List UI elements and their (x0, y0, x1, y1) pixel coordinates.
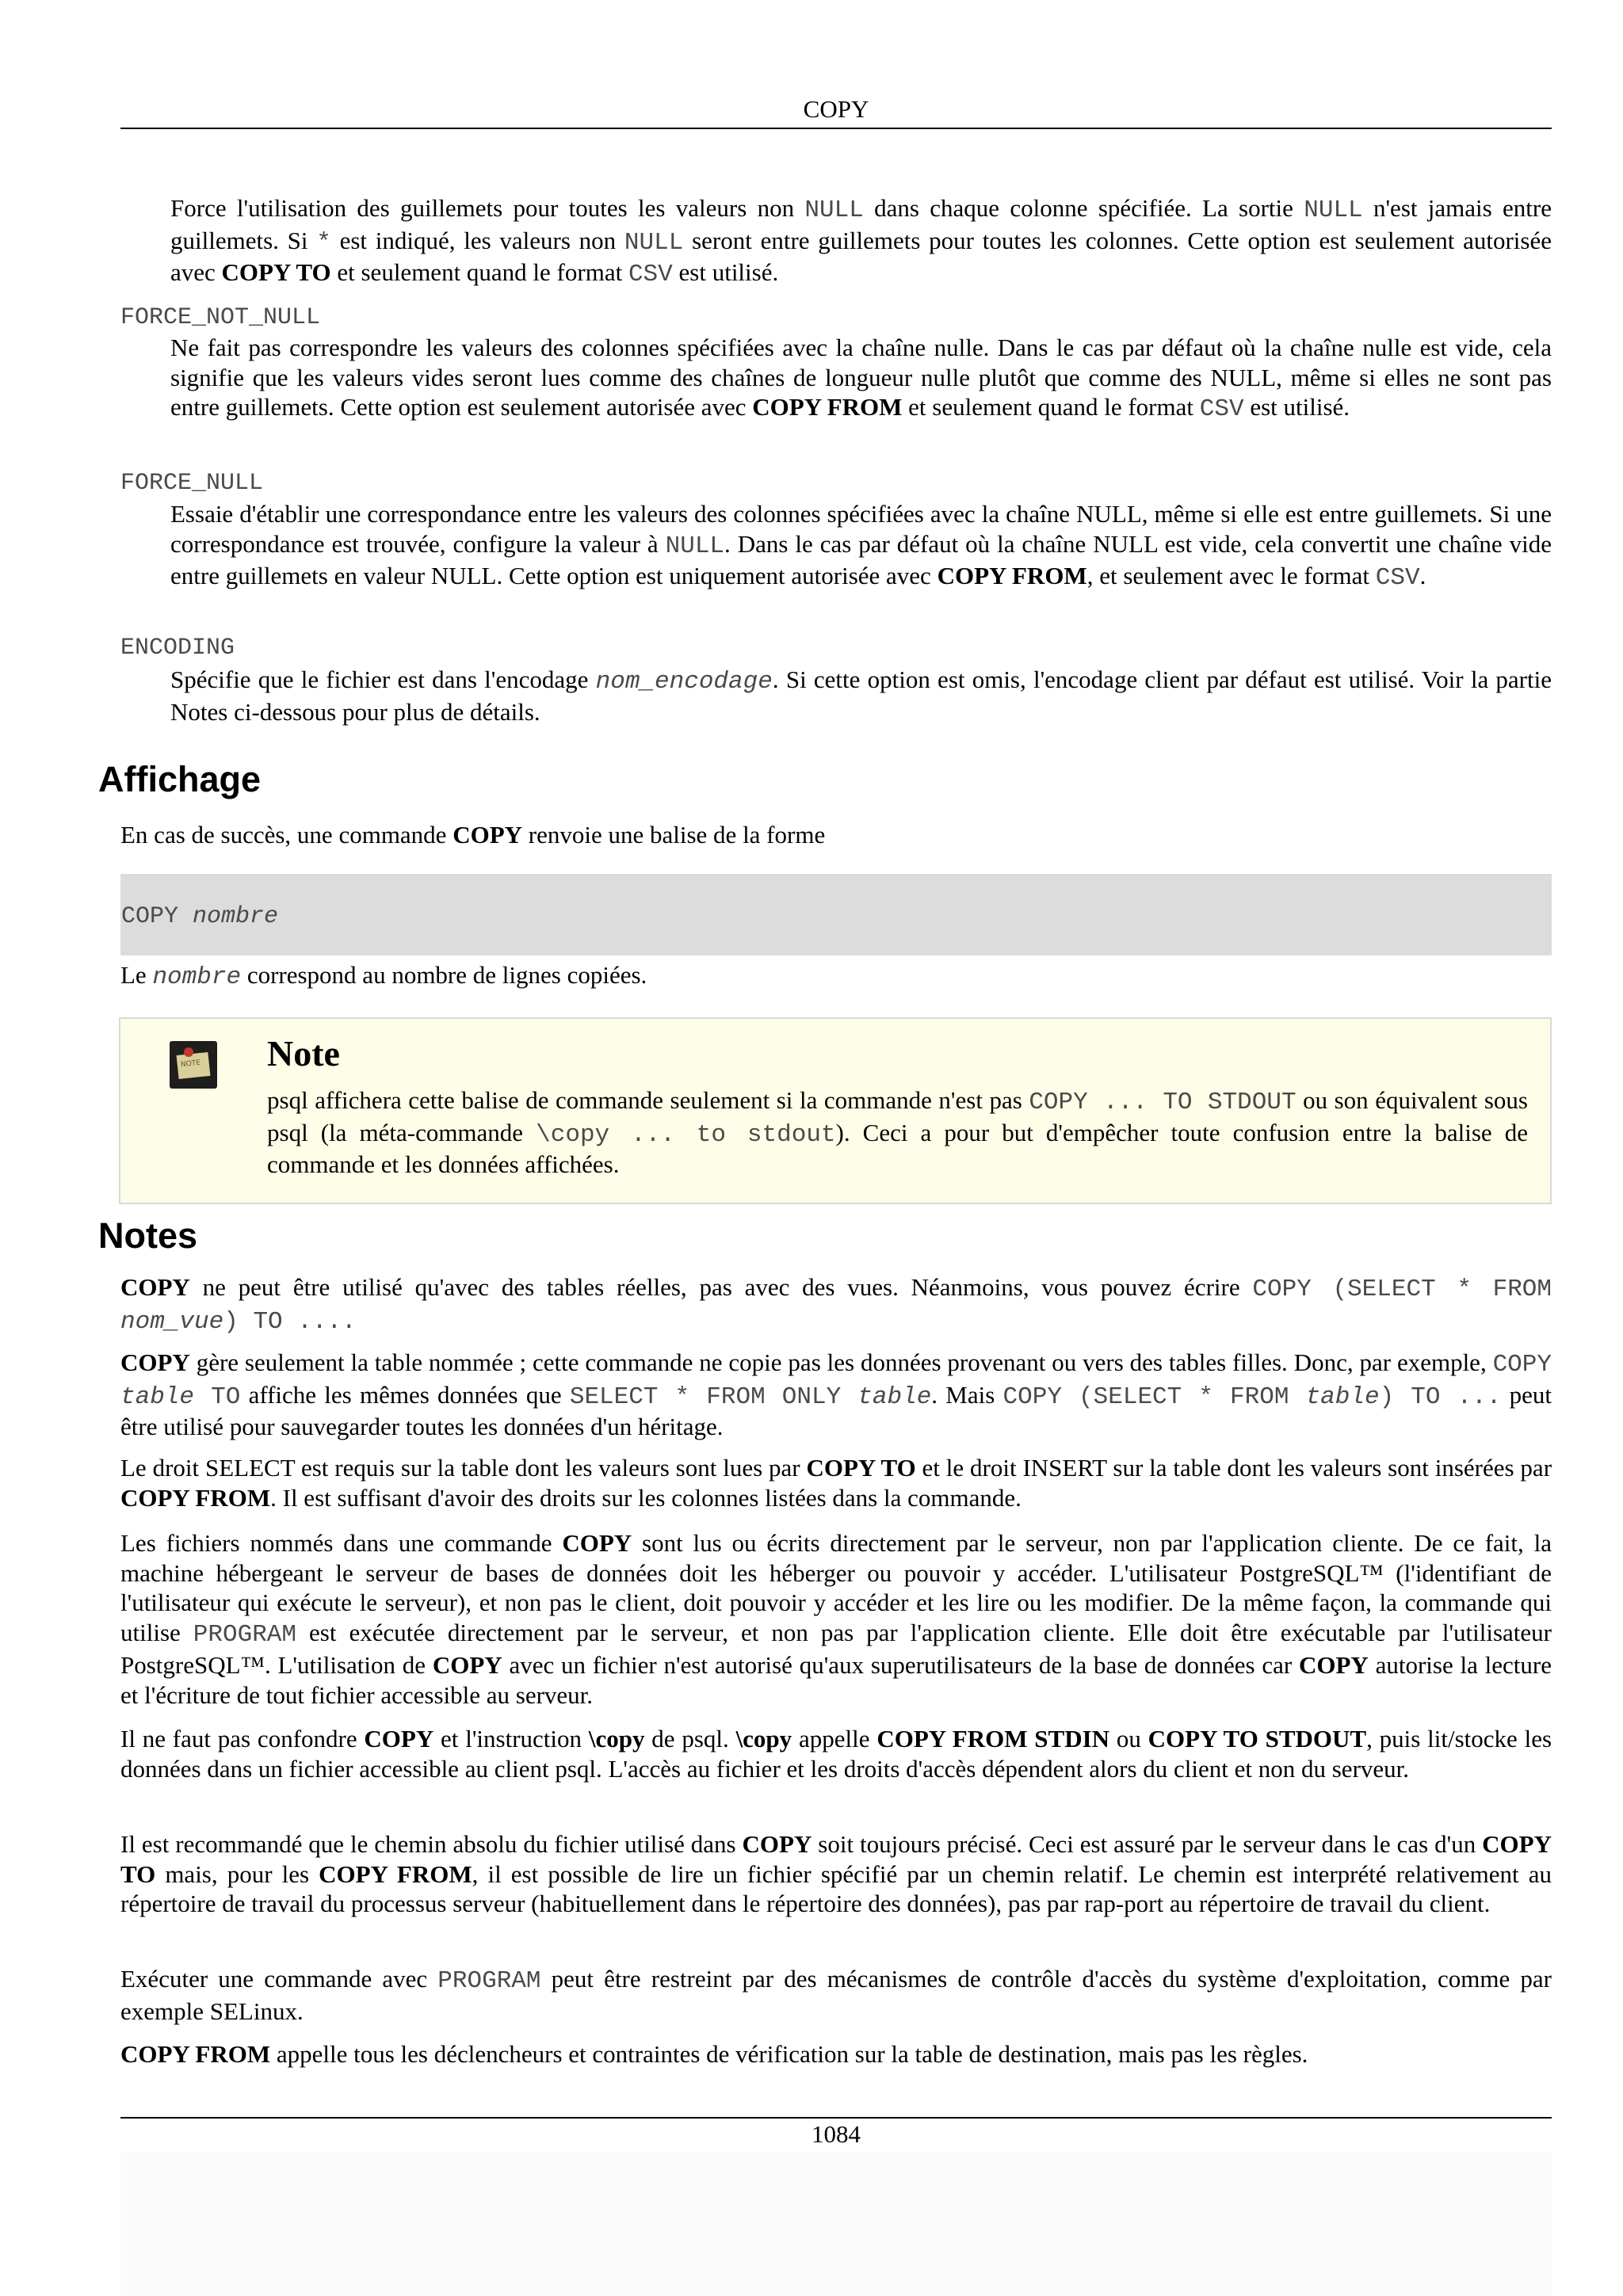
command-name: COPY TO (221, 258, 331, 287)
text-run: avec un fichier n'est autorisé qu'aux superutilisateurs de la base de données car (502, 1650, 1299, 1679)
text-run: Le (120, 961, 153, 989)
notes-paragraph (120, 2039, 1552, 2069)
replaceable-parameter: table (1305, 1383, 1380, 1411)
replaceable-parameter: nombre (193, 903, 279, 930)
literal-code: COPY (SELECT * FROM (1252, 1276, 1552, 1303)
text-run: appelle tous les déclencheurs et contraintes de vérification sur la table de destination, mais pas les règles. (270, 2040, 1308, 2068)
literal-code: COPY (SELECT * FROM (1002, 1383, 1306, 1411)
text-run: ou (1109, 1725, 1148, 1753)
command-name: \copy (588, 1725, 645, 1753)
command-name: COPY FROM (120, 2040, 271, 2068)
command-name: COPY FROM (752, 393, 903, 421)
synopsis-block (120, 874, 1552, 955)
option-desc-encoding (170, 665, 1552, 727)
notes-paragraph (120, 1528, 1552, 1710)
text-run: Spécifie que le fichier est dans l'encodage (170, 666, 596, 693)
command-name: COPY TO (120, 1830, 1552, 1888)
replaceable-parameter: table (857, 1383, 932, 1411)
text-run: Il ne faut pas confondre (120, 1725, 365, 1753)
text-run: et l'instruction (433, 1725, 589, 1753)
command-name: COPY (120, 1273, 190, 1301)
command-name: COPY (742, 1830, 812, 1858)
text-run: . Dans le cas par défaut où la chaîne NULL est vide, cela convertit une chaîne vide entre guillemets en valeur NULL. Cette option est uniquement autorisée avec (170, 529, 1552, 590)
literal-code: NULL (624, 228, 684, 257)
command-name: \copy (735, 1725, 792, 1753)
note-icon-label: NOTE (180, 1058, 201, 1070)
text-run: En cas de succès, une commande (120, 821, 453, 849)
text-run: correspond au nombre de lignes copiées. (241, 961, 647, 989)
notes-paragraph (120, 1348, 1552, 1442)
literal-code: COPY ... TO STDOUT (1029, 1089, 1296, 1116)
command-name: COPY TO STDOUT (1148, 1725, 1367, 1753)
literal-code: SELECT * FROM ONLY (569, 1383, 858, 1411)
literal-code: NULL (665, 532, 725, 560)
text-run: . Mais (931, 1380, 1003, 1409)
bottom-shade (120, 2152, 1552, 2296)
text-run: et seulement quand le format (902, 393, 1200, 421)
page-number: 1084 (812, 2120, 861, 2148)
option-term-force-not-null: FORCE_NOT_NULL (120, 304, 321, 331)
literal-code: ) TO .... (223, 1307, 357, 1336)
text-run: est utilisé. (672, 258, 779, 287)
notes-paragraph (120, 1829, 1552, 1919)
command-name: COPY FROM (120, 1483, 271, 1512)
text-run: . Il est suffisant d'avoir des droits sur les colonnes listées dans la commande. (270, 1483, 1022, 1512)
text-run: et le droit INSERT sur la table dont les valeurs sont insérées par (915, 1454, 1552, 1482)
command-name: COPY TO (806, 1454, 916, 1482)
notes-paragraph (120, 1964, 1552, 2026)
command-name: COPY (453, 821, 523, 849)
footer-rule (120, 2117, 1552, 2119)
option-desc-force-not-null (170, 333, 1552, 425)
literal-code: ) TO ... (1379, 1383, 1502, 1411)
text-run: . Si cette option est omis, l'encodage client par défaut est utilisé. Voir la partie Notes ci-dessous pour plus de détails. (170, 666, 1552, 726)
replaceable-parameter: nom_vue (120, 1307, 224, 1336)
command-name: COPY (120, 1348, 190, 1376)
text-run: ne peut être utilisé qu'avec des tables réelles, pas avec des vues. Néanmoins, vous pouvez écrire (189, 1273, 1253, 1301)
section-title-notes: Notes (98, 1215, 198, 1256)
literal-code: NULL (804, 196, 864, 224)
notes-paragraph (120, 1453, 1552, 1512)
command-name: COPY (562, 1529, 632, 1557)
text-run: , puis lit/stocke les données dans un fichier accessible au client psql. L'accès au fichier et les droits d'accès dépendent alors du client et non du serveur. (120, 1725, 1552, 1783)
affichage-after (120, 960, 1552, 993)
text-run: psql affichera cette balise de commande seulement si la commande n'est pas (267, 1086, 1029, 1114)
text-run: peut être utilisé pour sauvegarder toutes les données d'un héritage. (120, 1380, 1552, 1441)
literal-code: PROGRAM (437, 1967, 541, 1995)
text-run: Ne fait pas correspondre les valeurs des colonnes spécifiées avec la chaîne nulle. Dans le cas par défaut où la chaîne nulle est vide, cela signifie que les valeurs vides seront lues comme des chaînes de longueur nulle plutôt que comme des NULL, même si elles ne sont pas entre guillemets. Cette option est seulement autorisée avec (170, 334, 1552, 421)
text-run: seront entre guillemets pour toutes les colonnes. Cette option est seulement autorisée avec (170, 226, 1552, 287)
literal-code: CSV (628, 261, 673, 289)
text-run: gère seulement la table nommée ; cette commande ne copie pas les données provenant ou vers des tables filles. Donc, par exemple, (189, 1348, 1493, 1376)
text-run: soit toujours précisé. Ceci est assuré par le serveur dans le cas d'un (812, 1830, 1483, 1858)
text-run: mais, pour les (155, 1859, 319, 1888)
command-name: COPY FROM STDIN (876, 1725, 1110, 1753)
text-run: renvoie une balise de la forme (522, 821, 826, 849)
header-rule (120, 128, 1552, 129)
command-name: COPY (1298, 1650, 1369, 1679)
replaceable-parameter: nombre (152, 963, 242, 991)
notes-paragraph (120, 1272, 1552, 1337)
command-name: COPY FROM (937, 562, 1087, 590)
literal-code: PROGRAM (193, 1621, 297, 1650)
text-run: sont lus ou écrits directement par le serveur, non par l'application cliente. De ce fait, la machine hébergeant le serveur de bases de données doit les héberger ou pouvoir y accéder. L'utilisateur PostgreSQL™ (l'identifiant de l'utilisateur qui exécute le serveur), et non pas le client, doit pouvoir y accéder et les lire ou les modifier. De la même façon, la commande qui utilise (120, 1529, 1552, 1647)
notes-paragraph (120, 1724, 1552, 1783)
note-title: Note (267, 1033, 340, 1074)
command-name: COPY (364, 1725, 434, 1753)
text-run: Essaie d'établir une correspondance entre les valeurs des colonnes spécifiées avec la chaîne NULL, même si elle est entre guillemets. Si une correspondance est trouvée, configure la valeur à (170, 500, 1552, 558)
note-text (267, 1085, 1528, 1180)
text-run: dans chaque colonne spécifiée. La sortie (863, 194, 1304, 222)
text-run: Les fichiers nommés dans une commande (120, 1529, 563, 1557)
literal-code: COPY (121, 903, 193, 930)
literal-code: TO (194, 1383, 241, 1411)
text-run: est utilisé. (1243, 393, 1350, 421)
option-desc-force-quote (170, 193, 1552, 290)
text-run: Exécuter une commande avec (120, 1965, 438, 1993)
literal-code: COPY (1492, 1351, 1552, 1379)
text-run: est exécutée directement par le serveur, et non pas par l'application cliente. Elle doit être exécutable par l'utilisateur PostgreSQL™. L'utilisation de (120, 1619, 1552, 1679)
replaceable-parameter: nom_encodage (595, 668, 773, 696)
literal-code: \copy ... to stdout (536, 1120, 836, 1149)
affichage-intro (120, 820, 1552, 850)
text-run: de psql. (644, 1725, 736, 1753)
text-run: ou son équivalent sous psql (la méta-commande (267, 1086, 1528, 1146)
text-run: , il est possible de lire un fichier spécifié par un chemin relatif. Le chemin est interprété relativement au répertoire de travail du processus serveur (habituellement dans le répertoire des données), pas par rap-port au répertoire de travail du client. (120, 1859, 1552, 1918)
text-run: Il est recommandé que le chemin absolu du fichier utilisé dans (120, 1830, 743, 1858)
text-run: autorise la lecture et l'écriture de tout fichier accessible au serveur. (120, 1650, 1552, 1709)
running-header: COPY (803, 95, 869, 123)
literal-code: CSV (1375, 564, 1420, 593)
option-desc-force-null (170, 499, 1552, 593)
text-run: , et seulement avec le format (1086, 562, 1376, 590)
text-run: et seulement quand le format (330, 258, 628, 287)
section-title-affichage: Affichage (98, 759, 262, 799)
text-run: Le droit SELECT est requis sur la table dont les valeurs sont lues par (120, 1454, 807, 1482)
text-run: est indiqué, les valeurs non (330, 226, 624, 254)
replaceable-parameter: table (120, 1383, 195, 1411)
literal-code: * (316, 228, 331, 257)
option-term-force-null: FORCE_NULL (120, 470, 264, 497)
literal-code: NULL (1304, 196, 1363, 224)
command-name: COPY (432, 1650, 502, 1679)
text-run: ). Ceci a pour but d'empêcher toute confusion entre la balise de commande et les données affichées. (267, 1118, 1528, 1179)
text-run: n'est jamais entre guillemets. Si (170, 194, 1552, 254)
text-run: . (1419, 562, 1426, 590)
option-term-encoding: ENCODING (120, 635, 235, 662)
text-run: appelle (792, 1725, 877, 1753)
literal-code: CSV (1199, 395, 1244, 424)
text-run: peut être restreint par des mécanismes de contrôle d'accès du système d'exploitation, comme par exemple SELinux. (120, 1965, 1552, 2025)
text-run: affiche les mêmes données que (240, 1380, 570, 1409)
note-box (119, 1017, 1552, 1204)
command-name: COPY FROM (319, 1859, 472, 1888)
note-icon (170, 1041, 217, 1089)
text-run: Force l'utilisation des guillemets pour toutes les valeurs non (170, 194, 805, 222)
